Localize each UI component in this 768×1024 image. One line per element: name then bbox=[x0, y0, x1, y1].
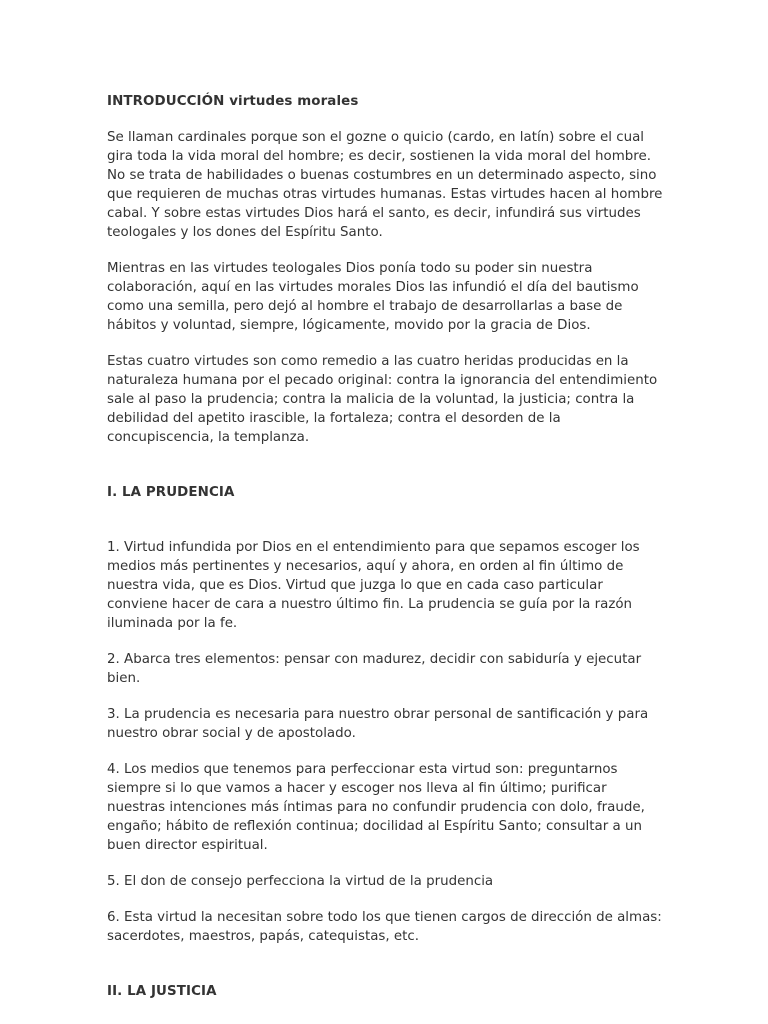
intro-paragraph-2: Mientras en las virtudes teologales Dios ponía todo su poder sin nuestra colaboración, aquí en las virtudes morales Dios las infundió el día del bautismo como una semilla, pero dejó al hombre el trabajo de desarrollarlas a base de hábitos y voluntad, siempre, lógicamente, movido por la gracia de Dios. bbox=[107, 261, 639, 333]
intro-paragraph-1: Se llaman cardinales porque son el gozne o quicio (cardo, en latín) sobre el cual gira toda la vida moral del hombre; es decir, sostienen la vida moral del hombre. No se trata de habilidades o buenas costumbres en un determinado aspecto, sino que requieren de muchas otras virtudes humanas. Estas virtudes hacen al hombre cabal. Y sobre estas virtudes Dios hará el santo, es decir, infundirá sus virtudes teologales y los dones del Espíritu Santo. bbox=[107, 130, 663, 240]
section-heading-justicia: II. LA JUSTICIA bbox=[107, 984, 217, 999]
prudencia-point-3: 3. La prudencia es necesaria para nuestro obrar personal de santificación y para nuestro obrar social y de apostolado. bbox=[107, 707, 649, 741]
intro-paragraph-3: Estas cuatro virtudes son como remedio a las cuatro heridas producidas en la naturaleza humana por el pecado original: contra la ignorancia del entendimiento sale al paso la prudencia; contra la malicia de la voluntad, la justicia; contra la debilidad del apetito irascible, la fortaleza; contra el desorden de la concupiscencia, la templanza. bbox=[107, 354, 658, 445]
prudencia-point-5: 5. El don de consejo perfecciona la virtud de la prudencia bbox=[107, 874, 494, 889]
document-body bbox=[107, 92, 667, 1001]
document-title: INTRODUCCIÓN virtudes morales bbox=[107, 94, 359, 109]
section-heading-prudencia: I. LA PRUDENCIA bbox=[107, 485, 235, 500]
prudencia-point-6: 6. Esta virtud la necesitan sobre todo los que tienen cargos de dirección de almas: sacerdotes, maestros, papás, catequistas, etc. bbox=[107, 910, 662, 944]
prudencia-point-4: 4. Los medios que tenemos para perfeccionar esta virtud son: preguntarnos siempre si lo que vamos a hacer y escoger nos lleva al fin último; purificar nuestras intenciones más íntimas para no confundir prudencia con dolo, fraude, engaño; hábito de reflexión continua; docilidad al Espíritu Santo; consultar a un buen director espiritual. bbox=[107, 762, 645, 853]
prudencia-point-1: 1. Virtud infundida por Dios en el entendimiento para que sepamos escoger los medios más pertinentes y necesarios, aquí y ahora, en orden al fin último de nuestra vida, que es Dios. Virtud que juzga lo que en cada caso particular conviene hacer de cara a nuestro último fin. La prudencia se guía por la razón iluminada por la fe. bbox=[107, 540, 640, 631]
prudencia-point-2: 2. Abarca tres elementos: pensar con madurez, decidir con sabiduría y ejecutar bien. bbox=[107, 652, 642, 686]
